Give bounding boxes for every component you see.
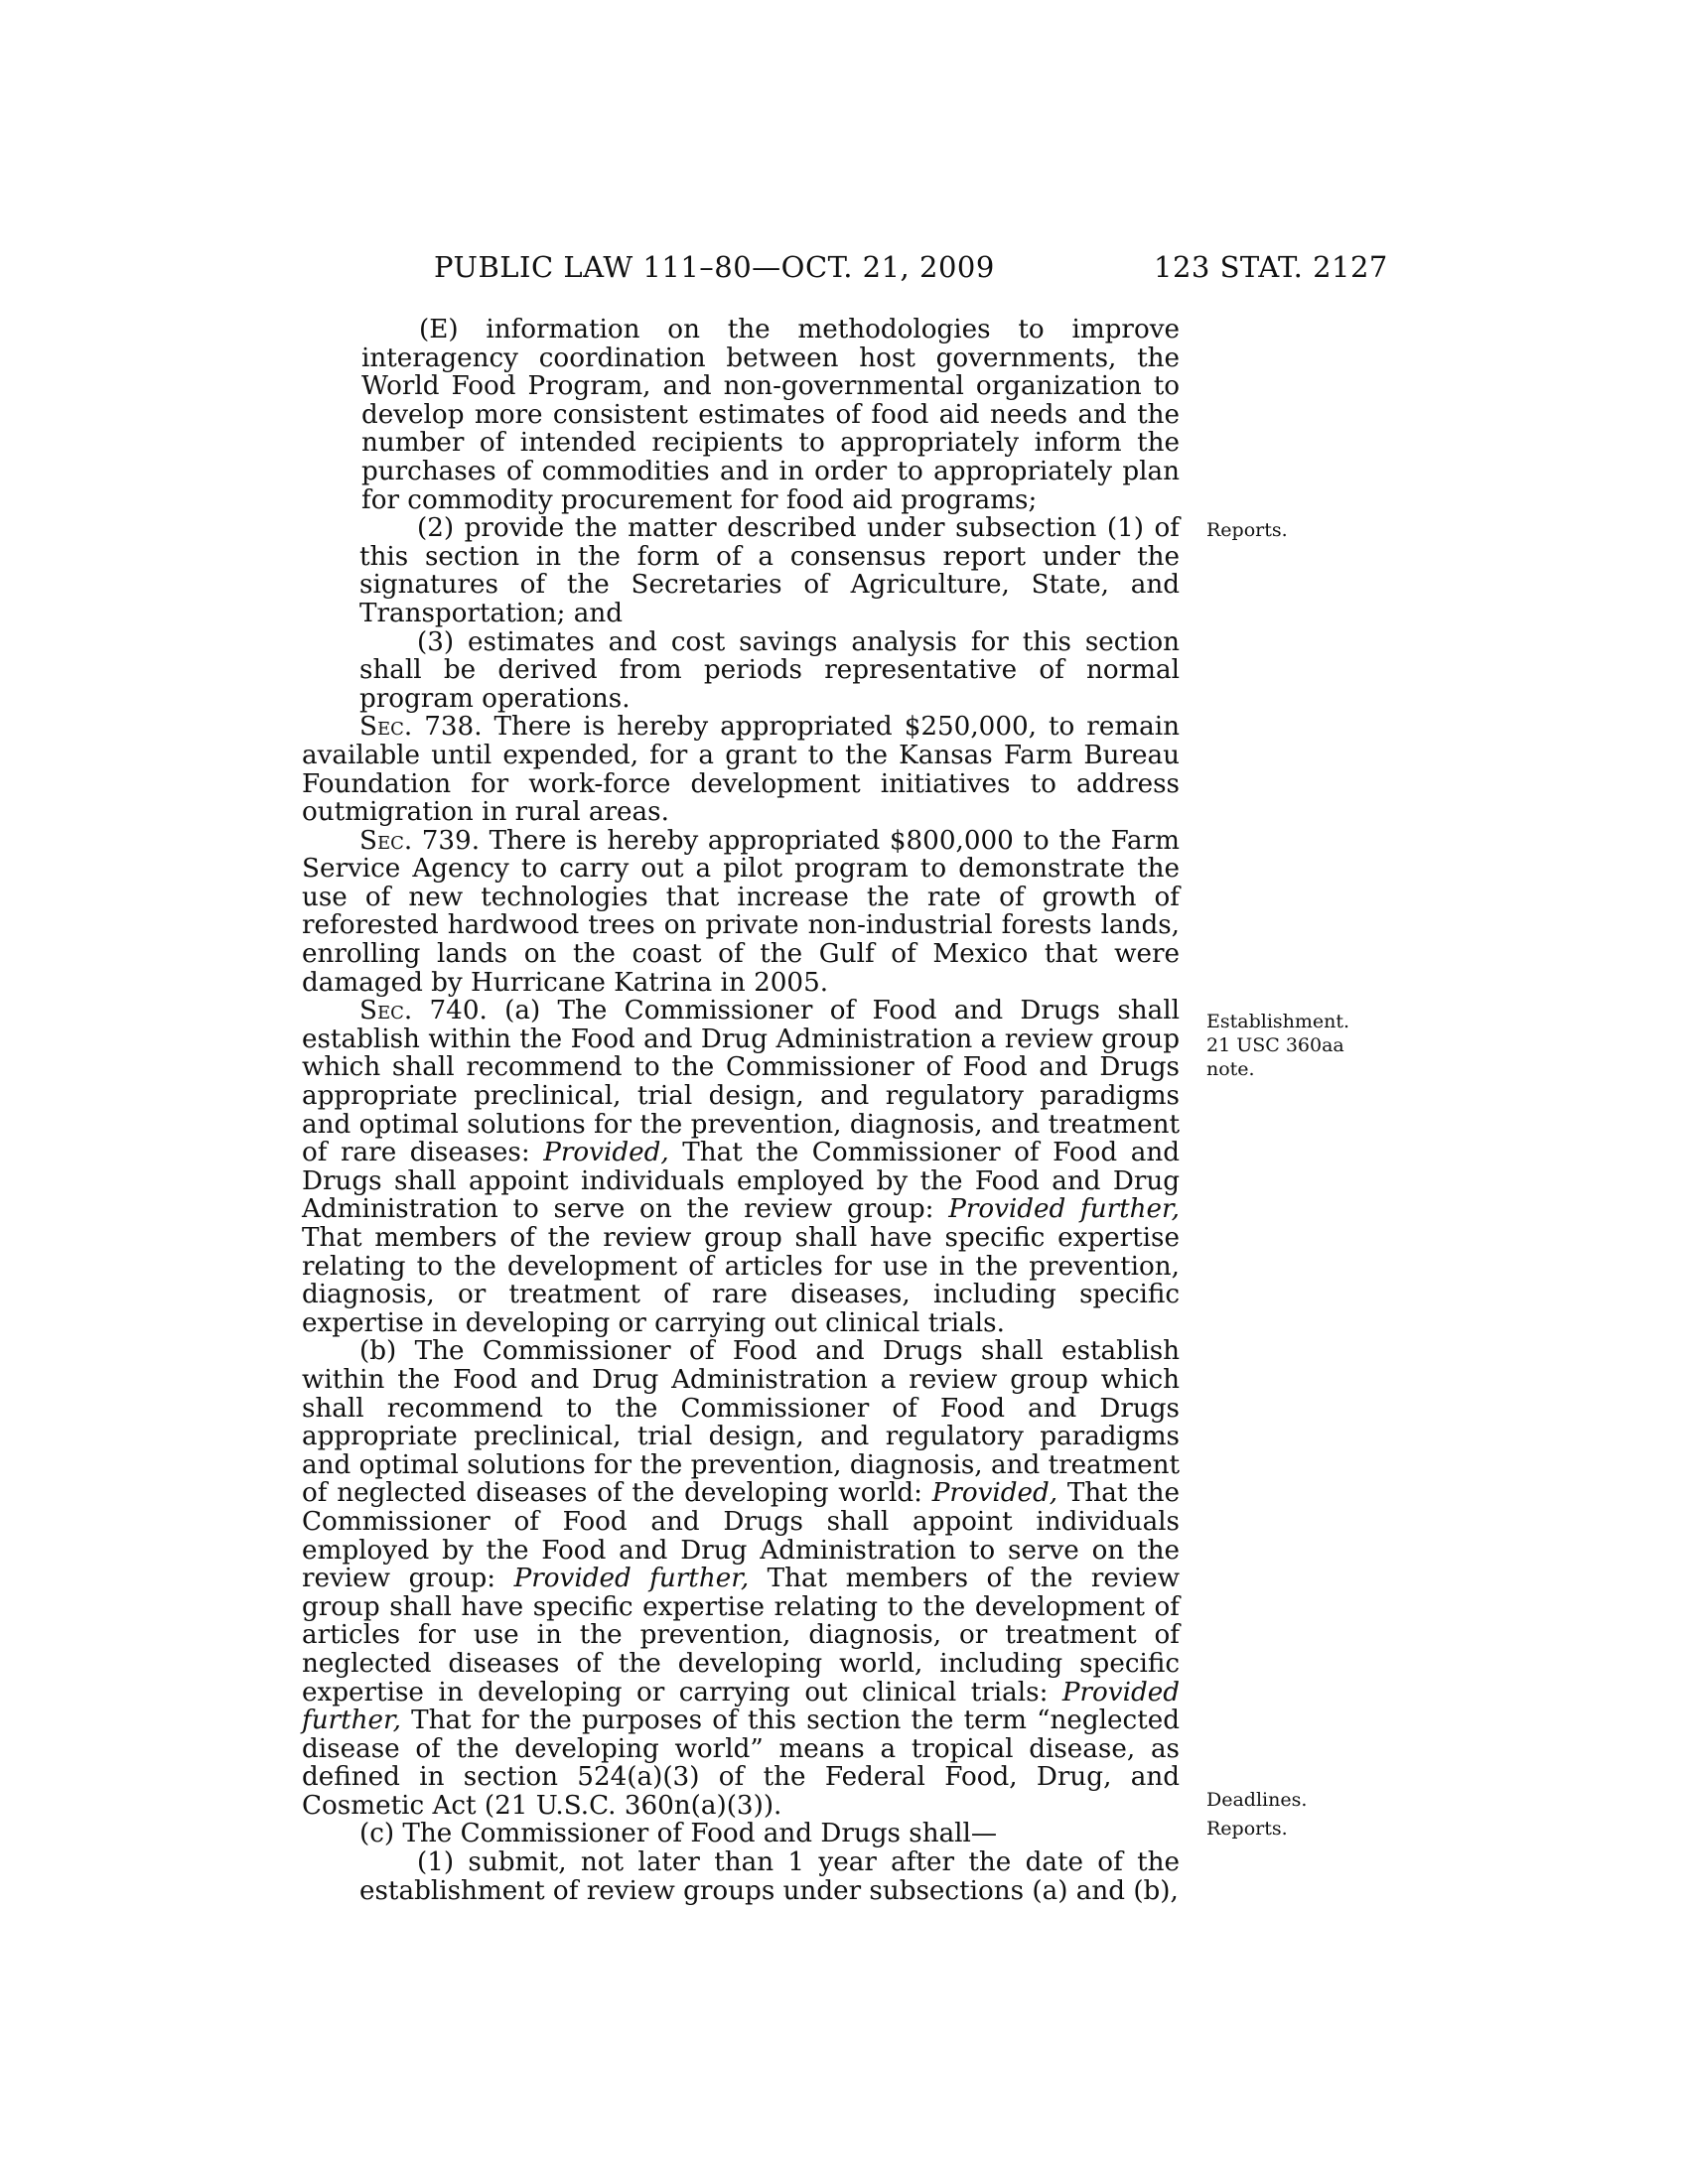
margin-note-reports-2: Reports. [1206,1818,1288,1840]
margin-note-usc: 21 USC 360aa [1206,1034,1344,1056]
paragraph-sec-740b [302,1337,1180,1820]
document-body [302,316,1180,1905]
provided-italic: Provided, [543,1138,669,1168]
paragraph-c1: (1) submit, not later than 1 year after the date of the establishment of review groups under subsections (a) and (b), [359,1847,1180,1906]
paragraph-sec-739 [302,827,1180,998]
provided-italic: Provided, [931,1478,1058,1509]
sec-label: Sec. [359,712,413,743]
margin-note-reports: Reports. [1206,519,1288,541]
sec-label: Sec. [359,825,413,856]
paragraph-sec-738 [302,713,1180,826]
margin-note-note: note. [1206,1058,1255,1080]
running-header [0,250,1688,290]
stat-page-number: 123 STAT. 2127 [1154,250,1388,284]
sec-738-text: 738. There is hereby appropriated $250,000, to remain available until expended, for a grant to the Kansas Farm Bureau Foundation for work-force development initiatives to address outmigration in rural areas. [302,712,1180,828]
provided-further-italic: Provided further, [513,1564,750,1594]
paragraph-2: (2) provide the matter described under subsection (1) of this section in the form of a consensus report under the signatures of the Secretaries of Agriculture, State, and Transportation; and [359,513,1180,628]
sec-740b-text-2: That the Commissioner of Food and Drugs shall appoint individuals employed by the Food and Drug Administration to serve on the review group: [302,1478,1180,1594]
sec-740a-text-3: That members of the review group shall have specific expertise relating to the development of articles for use in the prevention, diagnosis, or treatment of rare diseases, including specific expertise in developing or carrying out clinical trials. [302,1223,1180,1338]
sec-740a-text: 740. (a) The Commissioner of Food and Drugs shall establish within the Food and Drug Administration a review group which shall recommend to the Commissioner of Food and Drugs appropriate preclinical, trial design, and regulatory paradigms and optimal solutions for the prevention, diagnosis, and treatment of rare diseases: [302,996,1180,1168]
sec-739-text: 739. There is hereby appropriated $800,000 to the Farm Service Agency to carry out a pilot program to demonstrate the use of new technologies that increase the rate of growth of reforested hardwood trees on private non-industrial forests lands, enrolling lands on the coast of the Gulf of Mexico that were damaged by Hurricane Katrina in 2005. [302,825,1180,998]
paragraph-e: (E) information on the methodologies to improve interagency coordination between host governments, the World Food Program, and non-governmental organization to develop more consistent estimates of food aid needs and the number of intended recipients to appropriately inform the purchases of commodities and in order to appropriately plan for commodity procurement for food aid programs; [361,315,1180,515]
margin-note-deadlines: Deadlines. [1206,1789,1308,1811]
sec-740b-text-4: That for the purposes of this section the term “neglected disease of the developing world” means a tropical disease, as defined in section 524(a)(3) of the Federal Food, Drug, and Cosmetic Act (21 U.S.C. 360n(a)(3)). [302,1706,1180,1821]
public-law-title: PUBLIC LAW 111–80—OCT. 21, 2009 [434,250,995,284]
sec-740a-text-2: That the Commissioner of Food and Drugs shall appoint individuals employed by the Food and Drug Administration to serve on the review group: [302,1138,1181,1225]
paragraph-sec-740c: (c) The Commissioner of Food and Drugs shall— [359,1819,998,1849]
sec-740b-text-3: That members of the review group shall have specific expertise relating to the development of articles for use in the prevention, diagnosis, or treatment of neglected diseases of the developing world, including specific expertise in developing or carrying out clinical trials: [302,1564,1181,1707]
paragraph-sec-740a [302,997,1180,1337]
paragraph-3: (3) estimates and cost savings analysis for this section shall be derived from periods representative of normal program operations. [359,626,1180,714]
sec-label: Sec. [359,996,413,1026]
margin-note-establishment: Establishment. [1206,1011,1350,1032]
sec-740b-text: (b) The Commissioner of Food and Drugs shall establish within the Food and Drug Administration a review group which shall recommend to the Commissioner of Food and Drugs appropriate preclinical, trial design, and regulatory paradigms and optimal solutions for the prevention, diagnosis, and treatment of neglected diseases of the developing world: [302,1336,1180,1509]
provided-further-italic: Provided further, [302,1677,1180,1736]
provided-further-italic: Provided further, [948,1194,1180,1225]
